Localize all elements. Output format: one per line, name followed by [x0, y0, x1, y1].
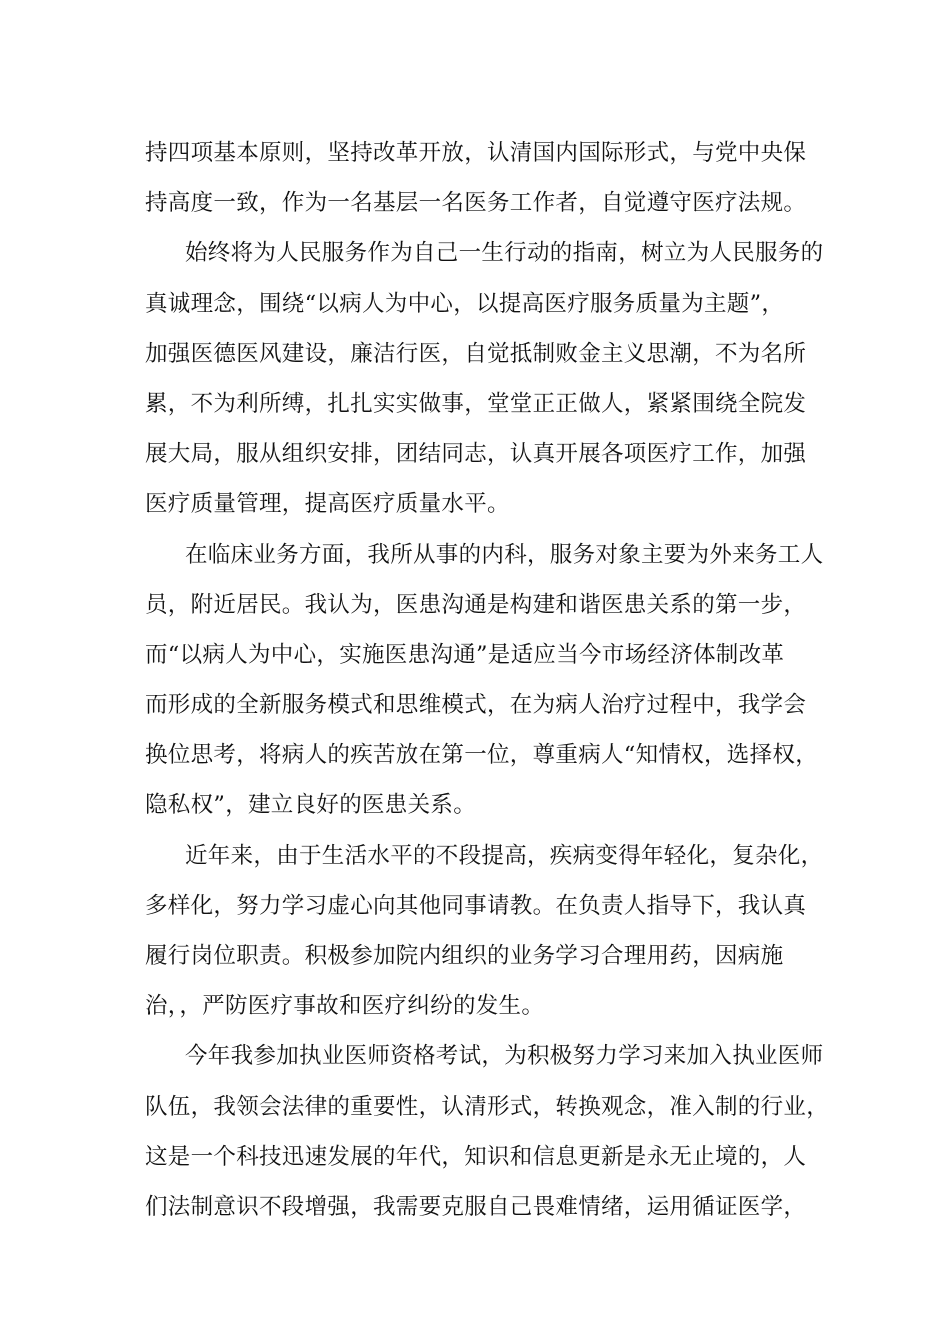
text-line: 多样化，努力学习虚心向其他同事请教。在负责人指导下，我认真: [145, 892, 807, 919]
text-line: 医疗质量管理，提高医疗质量水平。: [145, 491, 510, 518]
text-line: 队伍，我领会法律的重要性，认清形式，转换观念，准入制的行业，: [145, 1093, 830, 1120]
paragraph-first-line: 今年我参加执业医师资格考试，为积极努力学习来加入执业医师: [185, 1043, 824, 1070]
paragraph-first-line: 近年来，由于生活水平的不段提高，疾病变得年轻化，复杂化，: [185, 842, 824, 869]
text-line: 这是一个科技迅速发展的年代，知识和信息更新是永无止境的，人: [145, 1143, 807, 1170]
text-line: 累，不为利所缚，扎扎实实做事，堂堂正正做人，紧紧围绕全院发: [145, 390, 807, 417]
text-line: 持四项基本原则，坚持改革开放，认清国内国际形式，与党中央保: [145, 140, 807, 166]
text-line: 隐私权”，建立良好的医患关系。: [145, 792, 477, 819]
paragraph-first-line: 在临床业务方面，我所从事的内科，服务对象主要为外来务工人: [185, 541, 824, 568]
text-line: 员，附近居民。我认为，医患沟通是构建和谐医患关系的第一步，: [145, 591, 807, 618]
text-line: 而形成的全新服务模式和思维模式，在为病人治疗过程中，我学会: [145, 692, 807, 719]
text-line: 换位思考，将病人的疾苦放在第一位，尊重病人“知情权，选择权，: [145, 742, 819, 769]
text-line: 真诚理念，围绕“以病人为中心，以提高医疗服务质量为主题”，: [145, 290, 785, 317]
text-line: 履行岗位职责。积极参加院内组织的业务学习合理用药，因病施: [145, 943, 784, 969]
text-line: 展大局，服从组织安排，团结同志，认真开展各项医疗工作，加强: [145, 441, 807, 468]
text-line: 们法制意识不段增强，我需要克服自己畏难情绪，运用循证医学，: [145, 1193, 807, 1220]
text-line: 加强医德医风建设，廉洁行医，自觉抵制败金主义思潮，不为名所: [145, 340, 807, 367]
text-line: 而“以病人为中心，实施医患沟通”是适应当今市场经济体制改革: [145, 641, 785, 668]
document-body: [145, 128, 830, 1232]
paragraph-first-line: 始终将为人民服务作为自己一生行动的指南，树立为人民服务的: [185, 240, 824, 267]
text-line: 治，，严防医疗事故和医疗纠纷的发生。: [145, 993, 545, 1020]
text-line: 持高度一致，作为一名基层一名医务工作者，自觉遵守医疗法规。: [145, 190, 807, 217]
